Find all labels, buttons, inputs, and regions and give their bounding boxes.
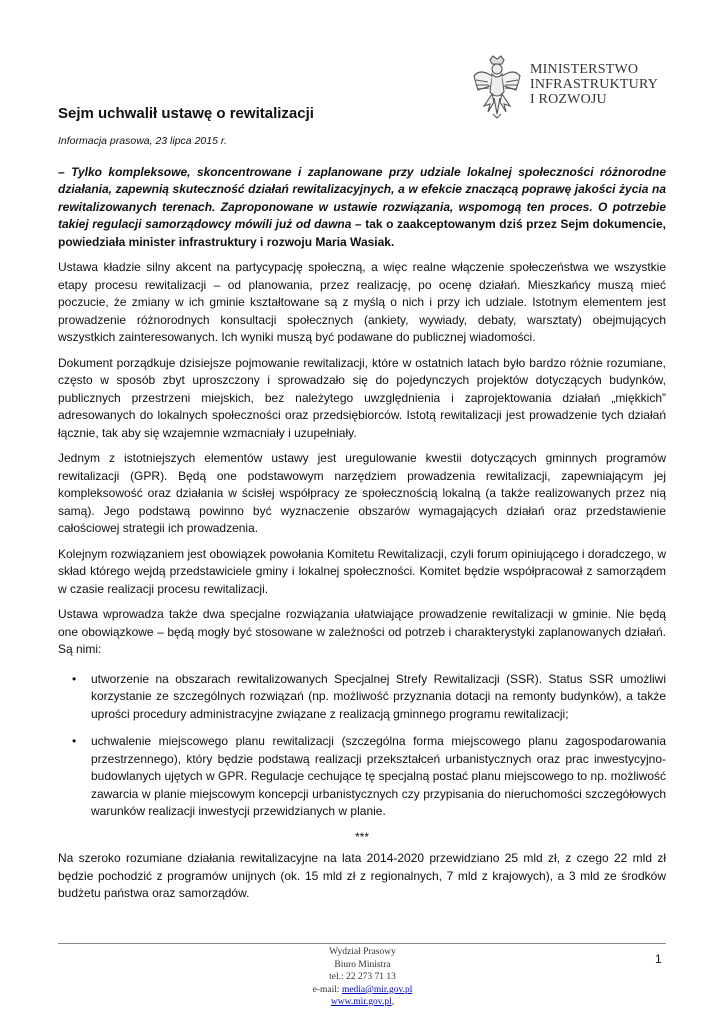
paragraph-4: Kolejnym rozwiązaniem jest obowiązek powołania Komitetu Rewitalizacji, czyli forum opiniującego i doradczego, w skład którego wejdą przedstawiciele gminy i lokalnej społeczności. Komitet będzie współpracował z samorządem w czasie realizacji procesu rewitalizacji. <box>58 546 666 596</box>
bullet-list <box>58 671 666 821</box>
website-suffix: , <box>391 997 395 1007</box>
lead-quote: – Tylko kompleksowe, skoncentrowane i zaplanowane przy udziale lokalnej społeczności różnorodne działania, zapewnią skuteczność działań rewitalizacyjnych, a w efekcie znaczącą poprawę jakości życia na rewitalizowanych terenach. <box>58 164 666 214</box>
footer-phone: tel.: 22 273 71 13 <box>329 972 396 982</box>
footer-email <box>0 984 725 997</box>
lead-quote-2: Zaproponowane w ustawie rozwiązania, wspomogą ten proces. O potrzebie takiej regulacji samorządowcy mówili już od dawna <box>58 199 666 231</box>
list-item-text: utworzenie na obszarach rewitalizowanych Specjalnej Strefy Rewitalizacji (SSR). Status SSR umożliwi korzystanie ze szczególnych rozwiązań (np. możliwość przyznania dotacji na remonty budynków), a także uprości procedury administracyjne związane z realizacją gminnego programu rewitalizacji; <box>91 671 666 721</box>
email-label: e-mail: <box>312 984 342 995</box>
list-item <box>58 671 666 724</box>
footer <box>0 946 725 1009</box>
bullet-icon: • <box>72 734 77 748</box>
lead-paragraph <box>58 164 666 252</box>
footer-department: Wydział Prasowy <box>329 947 396 957</box>
footer-office: Biuro Ministra <box>334 959 391 970</box>
list-item <box>58 733 666 821</box>
list-item-text: uchwalenie miejscowego planu rewitalizacji (szczególna forma miejscowego planu zagospodarowania przestrzennego), który będzie podstawą realizacji przekształceń urbanistycznych oraz prac inwestycyjno-budowlanych ujętych w GPR. Regulacje cechujące tę specjalną postać planu miejscowego to np. możliwość zawarcia w planie miejscowym koncepcji urbanistycznych czy przypisania do nieruchomości szczegółowych warunków realizacji inwestycji przewidzianych w planie. <box>91 734 666 818</box>
paragraph-1: Ustawa kładzie silny akcent na partycypację społeczną, a więc realne włączenie społeczeństwa we wszystkie etapy procesu rewitalizacji – od planowania, przez realizację, po ocenę działań. Mieszkańcy muszą mieć poczucie, że zmiany w ich gminie kształtowane są z myślą o nich i przy ich udziale. Istotnym elementem jest prowadzenie różnorodnych konsultacji społecznych (ankiety, wywiady, debaty, warsztaty) obejmujących wszystkich zainteresowanych. Ich wyniki muszą być podawane do publicznej wiadomości. <box>58 260 666 344</box>
ministry-name <box>530 62 658 107</box>
document-title: Sejm uchwalił ustawę o rewitalizacji <box>58 105 314 122</box>
footer-divider <box>58 943 666 944</box>
website-link[interactable]: www.mir.gov.pl <box>330 997 392 1007</box>
page-number: 1 <box>655 952 662 966</box>
ministry-line-2: INFRASTRUKTURY <box>530 77 659 92</box>
closing-paragraph: Na szeroko rozumiane działania rewitalizacyjne na lata 2014-2020 przewidziano 25 mld zł, z czego 22 mld zł będzie pochodzić z programów unijnych (ok. 15 mld zł z regionalnych, 7 mld z krajowych), a 3 mld ze środków budżetu państwa oraz samorządów. <box>58 851 666 900</box>
ministry-line-1: MINISTERSTWO <box>530 62 639 77</box>
lead-attribution: – tak o zaakceptowanym dziś przez Sejm dokumencie, powiedziała minister infrastruktury i rozwoju Maria Wasiak. <box>58 217 667 249</box>
date-line: Informacja prasowa, 23 lipca 2015 r. <box>58 135 227 147</box>
paragraph-2: Dokument porządkuje dzisiejsze pojmowanie rewitalizacji, które w ostatnich latach było bardzo różnie rozumiane, często w sposób zbyt uproszczony i sprowadzało się do pojedynczych projektów dotyczących budynków, publicznych przestrzeni miejskich, bez należytego uwzględnienia i zaprojektowania działań „miękkich” adresowanych do lokalnych społeczności oraz przedsiębiorców. Istotą rewitalizacji jest prowadzenie tych działań łącznie, tak aby się wzajemnie wzmacniały i uzupełniały. <box>58 355 666 440</box>
section-separator: *** <box>354 829 369 844</box>
paragraph-3: Jednym z istotniejszych elementów ustawy jest uregulowanie kwestii dotyczących gminnych programów rewitalizacji (GPR). Będą one podstawowym narzędziem prowadzenia rewitalizacji, zapewniającym jej kompleksowość oraz działania w ścisłej współpracy ze społecznością lokalną (a także realizowanych przez nią samą). Jego podstawą powinno być wyznaczenie obszarów wymagających działań oraz przedstawienie całościowej strategii ich prowadzenia. <box>58 451 666 535</box>
email-link[interactable]: media@mir.gov.pl <box>341 984 413 995</box>
footer-website <box>0 996 725 1009</box>
press-release <box>58 104 666 911</box>
bullet-icon: • <box>72 671 77 686</box>
paragraph-5: Ustawa wprowadza także dwa specjalne rozwiązania ułatwiające prowadzenie rewitalizacji w gminie. Nie będą one obowiązkowe – będą mogły być stosowane w zależności od potrzeb i charakterystyki zaplanowanych działań. Są nimi: <box>58 607 666 656</box>
ministry-line-3: I ROZWOJU <box>530 92 607 107</box>
